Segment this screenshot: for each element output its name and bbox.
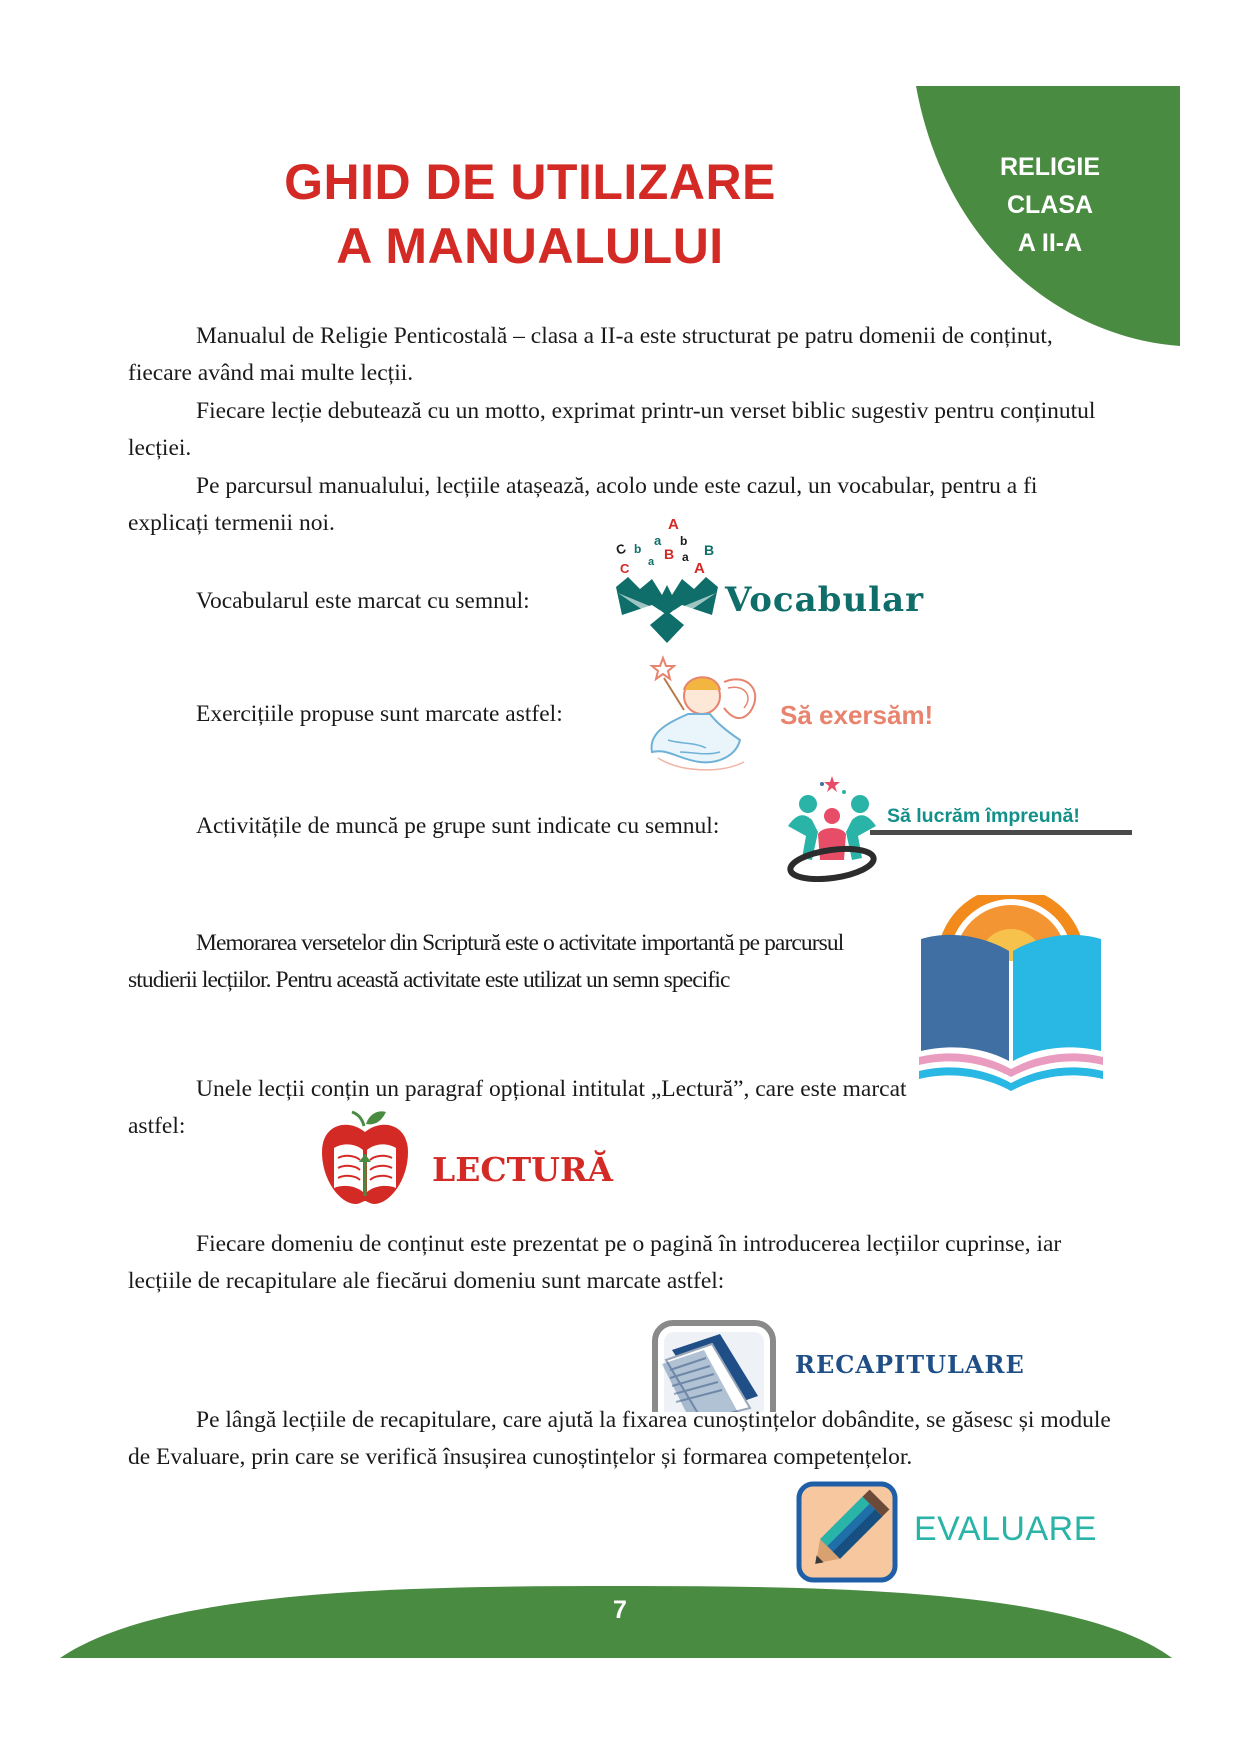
title-line-1: GHID DE UTILIZARE [284,154,776,210]
subject-line-3: A II-A [1017,229,1083,257]
page-title [200,150,860,278]
vocab-letter: a [648,556,655,568]
intro-paragraph: Manualul de Religie Penticostală – clasa a II-a este structurat pe patru domenii de conținut, fiecare având mai multe lecții. [128,323,1053,386]
subject-line-1: RELIGIE [999,153,1100,181]
vocabulary-marker-text: Vocabularul este marcat cu semnul: [196,588,530,614]
review-label: RECAPITULARE [795,1350,1025,1379]
vocabulary-label: Vocabular [725,580,925,620]
team-people-icon [782,770,882,882]
angel-icon [640,652,770,777]
vocab-letter: a [682,550,689,564]
review-book-icon [652,1320,776,1412]
reading-label: LECTURĂ [432,1150,613,1189]
subject-line-2: CLASA [1006,191,1094,219]
group-work-label: Să lucrăm împreună! [887,805,1080,827]
vocab-letter: C [613,540,628,558]
vocab-letter: B [704,542,715,558]
title-line-2: A MANUALULUI [336,218,724,274]
exercise-label: Să exersăm! [780,700,934,730]
memorization-paragraph: Memorarea versetelor din Scriptură este o activitate importantă pe parcursul studierii lecțiilor. Pentru această activitate este utilizat un semn specific [128,930,844,993]
reading-paragraph: Unele lecții conțin un paragraf opțional intitulat „Lectură”, care este marcat astfel: [128,1076,907,1139]
exercise-marker-text: Exercițiile propuse sunt marcate astfel: [196,701,563,727]
page-number: 7 [613,1596,627,1624]
pencil-icon [795,1480,899,1584]
evaluation-label: EVALUARE [914,1510,1097,1548]
vocab-letter: B [664,546,675,562]
footer-band [0,1580,1240,1680]
vocab-letter: A [694,560,705,577]
subject-label [980,148,1120,262]
vocab-letter: a [654,533,662,548]
group-work-marker-text: Activitățile de muncă pe grupe sunt indicate cu semnul: [196,813,720,839]
open-book-letters-icon [612,515,722,645]
vocabulary-paragraph: Pe parcursul manualului, lecțiile atașează, acolo unde este cazul, un vocabular, pentru a fi explicați termenii noi. [128,473,1038,536]
vocab-letter: b [680,534,688,548]
open-book-sunrise-icon [915,895,1107,1100]
vocab-letter: b [634,542,642,556]
review-paragraph: Fiecare domeniu de conținut este prezentat pe o pagină în introducerea lecțiilor cuprinse, iar lecțiile de recapitulare ale fiecărui domeniu sunt marcate astfel: [128,1231,1062,1294]
apple-book-icon [318,1108,412,1208]
vocab-letter: C [620,561,630,576]
evaluation-paragraph: Pe lângă lecțiile de recapitulare, care ajută la fixarea cunoștințelor dobândite, se găsesc și module de Evaluare, prin care se verifică însușirea cunoștințelor și formarea competențelor. [128,1407,1111,1470]
vocab-letter: A [668,516,679,533]
motto-paragraph: Fiecare lecție debutează cu un motto, exprimat printr-un verset biblic sugestiv pentru conținutul lecției. [128,398,1096,461]
